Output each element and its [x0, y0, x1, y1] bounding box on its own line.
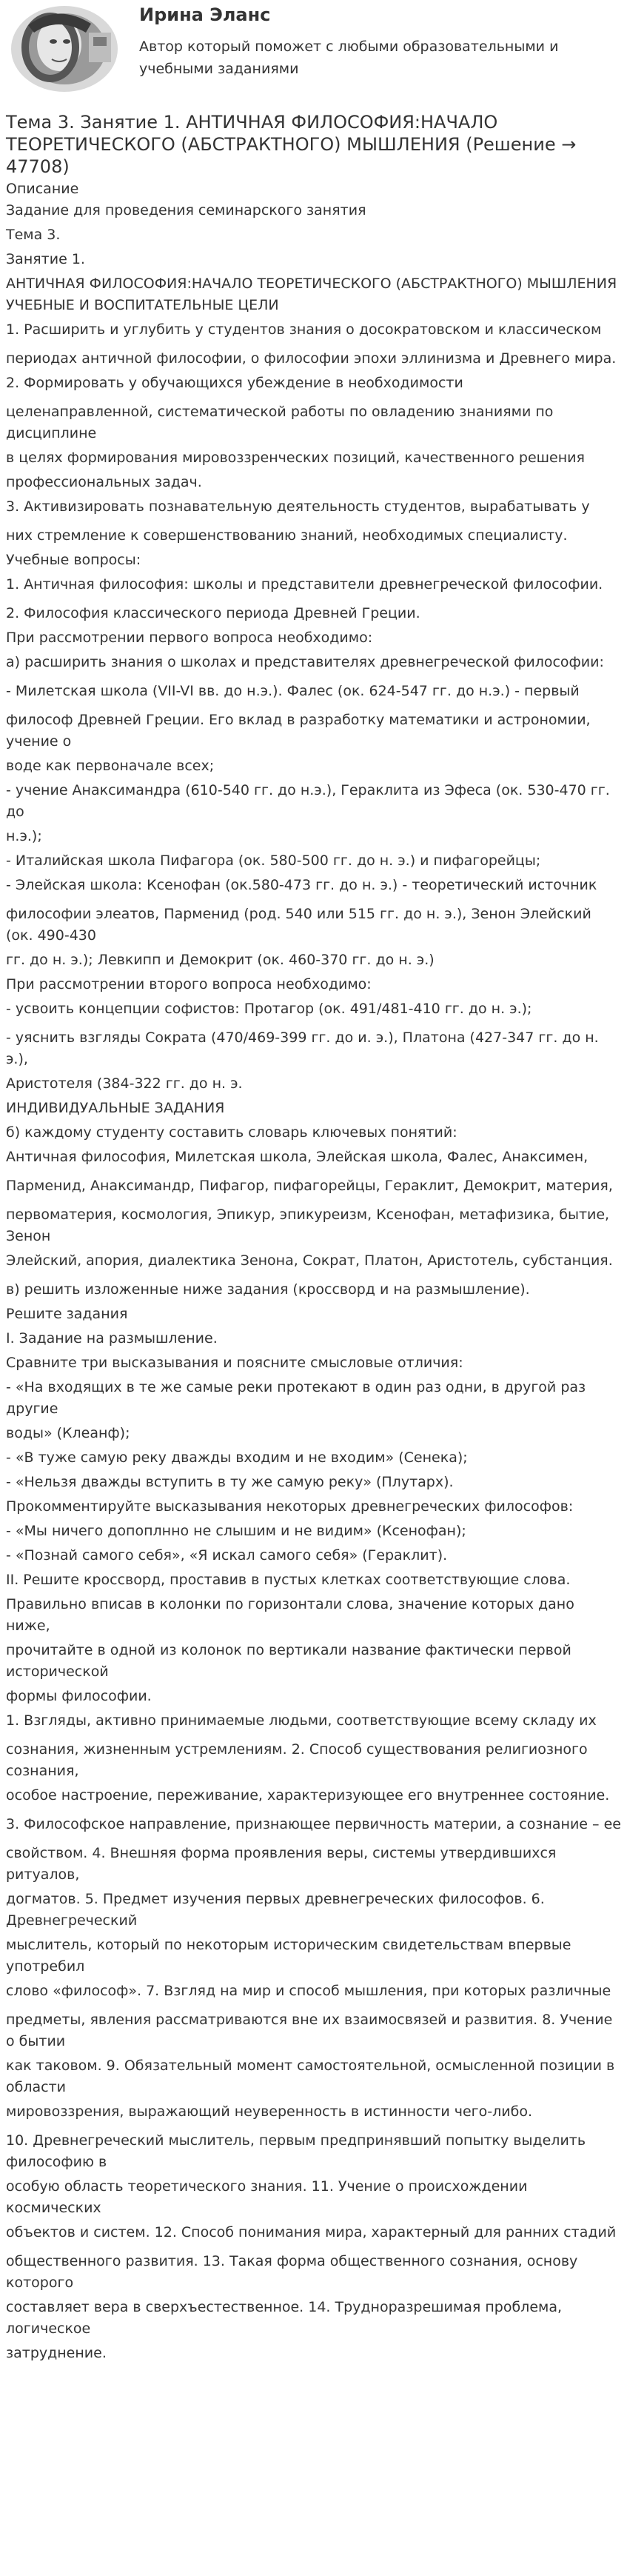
text-line: - учение Анаксимандра (610-540 гг. до н.э.), Гераклита из Эфеса (ок. 530-470 гг. [6, 782, 610, 798]
page-title-line: Тема 3. Занятие 1. АНТИЧНАЯ ФИЛОСОФИЯ:НАЧАЛО [6, 112, 498, 133]
text-line: 1. Расширить и углубить у студентов знания о досократовском и классическом [6, 321, 602, 338]
text-line: в целях формирования мировоззренческих позиций, качественного решения [6, 450, 585, 466]
text-line: употребил [6, 1958, 85, 1975]
text-line: в) решить изложенные ниже задания (кроссворд и на размышление). [6, 1281, 530, 1298]
text-line: - «Познай самого себя», «Я искал самого себя» (Гераклит). [6, 1547, 448, 1564]
text-line: - Милетская школа (VII-VI вв. до н.э.). Фалес (ок. 624-547 гг. до н.э.) - первый [6, 683, 580, 699]
text-line: Тема 3. [6, 227, 61, 243]
text-line: Решите задания [6, 1306, 128, 1322]
text-line: как таковом. 9. Обязательный момент самостоятельной, осмысленной позиции в [6, 2058, 615, 2074]
text-line: э.), [6, 1051, 28, 1067]
text-line: Задание для проведения семинарского занятия [6, 202, 366, 218]
text-line: Элейский, апория, диалектика Зенона, Сократ, Платон, Аристотель, субстанция. [6, 1252, 613, 1269]
author-name[interactable]: Ирина Эланс [139, 4, 271, 25]
text-line: Зенон [6, 1228, 51, 1244]
text-line: предметы, явления рассматриваются вне их взаимосвязей и развития. 8. Учение [6, 2012, 613, 2028]
text-line: первоматерия, космология, Эпикур, эпикуреизм, Ксенофан, метафизика, бытие, [6, 1207, 610, 1223]
text-line: затруднение. [6, 2345, 107, 2361]
text-line: периодах античной философии, о философии эпохи эллинизма и Древнего мира. [6, 350, 617, 367]
text-line: них стремление к совершенствованию знаний, необходимых специалисту. [6, 527, 568, 544]
author-description [139, 36, 613, 80]
text-line: 10. Древнегреческий мыслитель, первым предпринявший попытку выделить [6, 2132, 586, 2149]
text-line: б) каждому студенту составить словарь ключевых понятий: [6, 1124, 457, 1141]
page-title [6, 111, 621, 178]
text-line: свойством. 4. Внешняя форма проявления веры, системы утвердившихся [6, 1845, 557, 1861]
text-line: другие [6, 1401, 58, 1417]
text-line: целенаправленной, систематической работы по овладению знаниями по [6, 404, 554, 420]
text-line: 2. Формировать у обучающихся убеждение в необходимости [6, 375, 463, 391]
text-line: логическое [6, 2320, 91, 2337]
text-line: УЧЕБНЫЕ И ВОСПИТАТЕЛЬНЫЕ ЦЕЛИ [6, 297, 279, 313]
text-line: мыслитель, который по некоторым историческим свидетельствам впервые [6, 1937, 571, 1953]
text-line: Правильно вписав в колонки по горизонтали слова, значение которых дано [6, 1596, 574, 1612]
text-line: - Элейская школа: Ксенофан (ок.580-473 гг. до н. э.) - теоретический источник [6, 877, 597, 893]
text-line: составляет вера в сверхъестественное. 14. Трудноразрешимая проблема, [6, 2299, 563, 2315]
text-line: особую область теоретического знания. 11. Учение о происхождении [6, 2178, 528, 2195]
text-line: 1. Взгляды, активно принимаемые людьми, соответствующие всему складу их [6, 1712, 597, 1729]
text-line: н.э.); [6, 828, 42, 844]
text-line: - «На входящих в те же самые реки протекают в один раз одни, в другой раз [6, 1379, 586, 1395]
text-line: сознания, [6, 1763, 79, 1779]
text-line: космических [6, 2200, 101, 2216]
author-avatar[interactable] [6, 3, 123, 95]
text-line: I. Задание на размышление. [6, 1330, 218, 1347]
text-line: Учебные вопросы: [6, 552, 141, 568]
text-line: II. Решите кроссворд, проставив в пустых клетках соответствующие слова. [6, 1572, 571, 1588]
text-line: о бытии [6, 2033, 66, 2049]
page-title-line: 47708) [6, 156, 70, 177]
text-line: - «Нельзя дважды вступить в ту же самую реку» (Плутарх). [6, 1474, 454, 1490]
text-line: Прокомментируйте высказывания некоторых древнегреческих философов: [6, 1498, 574, 1515]
text-line: исторической [6, 1664, 109, 1680]
text-line: ниже, [6, 1618, 50, 1634]
text-line: слово «философ». 7. Взгляд на мир и способ мышления, при которых различные [6, 1983, 611, 1999]
text-line: учение о [6, 733, 72, 750]
text-line: философ Древней Греции. Его вклад в разработку математики и астрономии, [6, 712, 591, 728]
text-line: Парменид, Анаксимандр, Пифагор, пифагорейцы, Гераклит, Демокрит, материя, [6, 1178, 613, 1194]
text-line: дисциплине [6, 425, 97, 441]
text-line: объектов и систем. 12. Способ понимания мира, характерный для ранних стадий [6, 2224, 617, 2240]
text-line: АНТИЧНАЯ ФИЛОСОФИЯ:НАЧАЛО ТЕОРЕТИЧЕСКОГО (АБСТРАКТНОГО) МЫШЛЕНИЯ [6, 276, 617, 292]
text-line: Сравните три высказывания и поясните смысловые отличия: [6, 1355, 463, 1371]
text-line: сознания, жизненным устремлениям. 2. Способ существования религиозного [6, 1741, 588, 1758]
text-line: воде как первоначале всех; [6, 758, 215, 774]
text-line: воды» (Клеанф); [6, 1425, 130, 1441]
text-line: - Италийская школа Пифагора (ок. 580-500 гг. до н. э.) и пифагорейцы; [6, 852, 541, 869]
text-line: (ок. 490-430 [6, 927, 96, 944]
text-line: При рассмотрении первого вопроса необходимо: [6, 630, 373, 646]
text-line: Аристотеля (384-322 гг. до н. э. [6, 1075, 243, 1092]
text-line: 2. Философия классического периода Древней Греции. [6, 605, 420, 621]
text-line: 3. Философское направление, признающее первичность материи, а сознание – ее [6, 1816, 621, 1832]
author-description-line: учебными заданиями [139, 61, 299, 77]
author-header [0, 0, 627, 101]
text-line: догматов. 5. Предмет изучения первых древнегреческих философов. 6. [6, 1891, 545, 1907]
author-description-line: Автор который поможет с любыми образовательными и [139, 39, 559, 55]
text-line: а) расширить знания о школах и представителях древнегреческой философии: [6, 654, 604, 670]
text-line: общественного развития. 13. Такая форма общественного сознания, основу [6, 2253, 578, 2269]
page-title-line: ТЕОРЕТИЧЕСКОГО (АБСТРАКТНОГО) МЫШЛЕНИЯ (Решение → [6, 134, 577, 155]
text-line: до [6, 804, 24, 820]
text-line: - «В туже самую реку дважды входим и не входим» (Сенека); [6, 1449, 468, 1466]
text-line: гг. до н. э.); Левкипп и Демокрит (ок. 460-370 гг. до н. э.) [6, 952, 435, 968]
task-description [6, 179, 621, 2363]
text-line: Античная философия, Милетская школа, Элейская школа, Фалес, Анаксимен, [6, 1149, 589, 1165]
text-line: ИНДИВИДУАЛЬНЫЕ ЗАДАНИЯ [6, 1100, 225, 1116]
text-line: Древнегреческий [6, 1912, 138, 1929]
text-line: прочитайте в одной из колонок по вертикали название фактически первой [6, 1642, 571, 1658]
text-line: особое настроение, переживание, характеризующее его внутреннее состояние. [6, 1787, 610, 1803]
text-line: которого [6, 2275, 74, 2291]
text-line: философии элеатов, Парменид (род. 540 или 515 гг. до н. э.), Зенон Элейский [6, 906, 591, 922]
text-line: ритуалов, [6, 1866, 80, 1883]
text-line: философию в [6, 2154, 107, 2170]
text-line: 3. Активизировать познавательную деятельность студентов, вырабатывать у [6, 498, 590, 515]
text-line: профессиональных задач. [6, 474, 202, 490]
text-line: - усвоить концепции софистов: Протагор (ок. 491/481-410 гг. до н. э.); [6, 1001, 532, 1017]
text-line: формы философии. [6, 1688, 152, 1704]
text-line: Занятие 1. [6, 251, 85, 267]
text-line: Описание [6, 181, 79, 197]
text-line: - «Мы ничего допоплнно не слышим и не видим» (Ксенофан); [6, 1523, 466, 1539]
text-line: 1. Античная философия: школы и представители древнегреческой философии. [6, 576, 603, 593]
text-line: мировоззрения, выражающий неуверенность в истинности чего-либо. [6, 2103, 532, 2120]
text-line: области [6, 2079, 66, 2095]
text-line: При рассмотрении второго вопроса необходимо: [6, 976, 372, 992]
text-line: - уяснить взгляды Сократа (470/469-399 гг. до и. э.), Платона (427-347 гг. до н. [6, 1030, 599, 1046]
